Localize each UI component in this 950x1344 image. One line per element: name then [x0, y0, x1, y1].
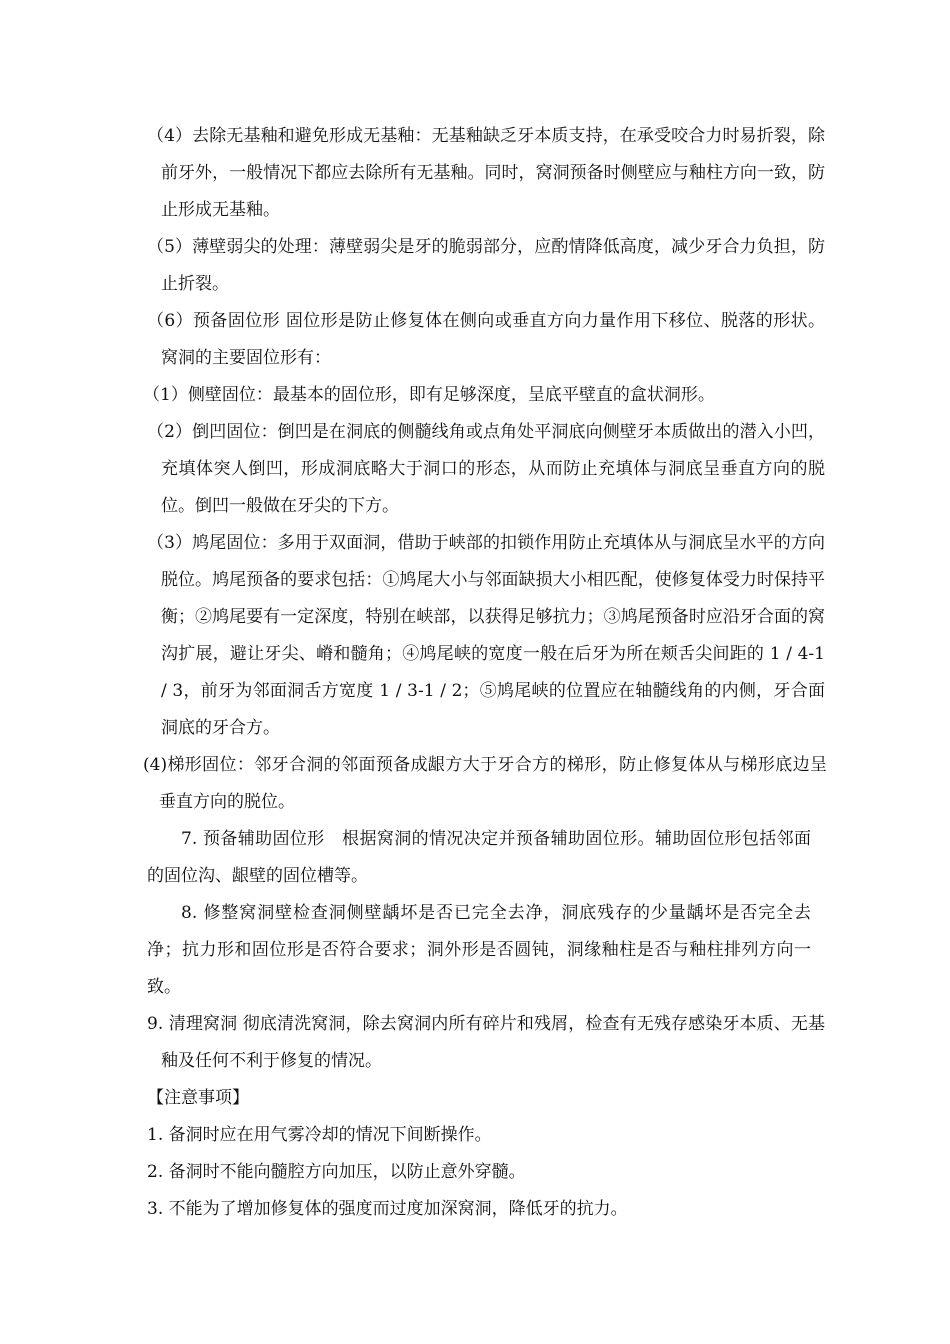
paragraph-clean-cavity: 9. 清理窝洞 彻底清洗窝洞，除去窝洞内所有碎片和残屑，检查有无残存感染牙本质、无基釉及任何不利于修复的情况。	[147, 1014, 825, 1071]
paragraph-dovetail-retention: （3）鸠尾固位：多用于双面洞，借助于峡部的扣锁作用防止充填体从与洞底呈水平的方向脱位。鸠尾预备的要求包括：①鸠尾大小与邻面缺损大小相匹配，使修复体受力时保持平衡；②鸠尾要有一定深度，特别在峡部，以获得足够抗力；③鸠尾预备时应沿牙合面的窝沟扩展，避让牙尖、嵴和髓角；④鸠尾峡的宽度一般在后牙为所在颊舌尖间距的 1 / 4-1 / 3，前牙为邻面洞舌方宽度 1 / 3-1 / 2；⑤鸠尾峡的位置应在轴髓线角的内侧，牙合面洞底的牙合方。	[147, 533, 825, 738]
paragraph-remove-unsupported-enamel: （4）去除无基釉和避免形成无基釉：无基釉缺乏牙本质支持，在承受咬合力时易折裂，除前牙外，一般情况下都应去除所有无基釉。同时，窝洞预备时侧壁应与釉柱方向一致，防止形成无基釉。	[147, 126, 825, 220]
note-item-3: 3. 不能为了增加修复体的强度而过度加深窝洞，降低牙的抗力。	[147, 1199, 628, 1219]
paragraph-auxiliary-retention: 7. 预备辅助固位形 根据窝洞的情况决定并预备辅助固位形。辅助固位形包括邻面的固位沟、龈壁的固位槽等。	[147, 829, 811, 886]
note-item-2: 2. 备洞时不能向髓腔方向加压，以防止意外穿髓。	[147, 1162, 526, 1182]
paragraph-side-wall-retention: （1）侧壁固位：最基本的固位形，即有足够深度，呈底平壁直的盒状洞形。	[143, 385, 715, 405]
paragraph-trapezoid-retention: (4)梯形固位：邻牙合洞的邻面预备成龈方大于牙合方的梯形，防止修复体从与梯形底边呈垂直方向的脱位。	[143, 755, 827, 812]
section-heading-notes: 【注意事项】	[147, 1088, 249, 1108]
paragraph-thin-wall-treatment: （5）薄壁弱尖的处理：薄壁弱尖是牙的脆弱部分，应酌情降低高度，减少牙合力负担，防止折裂。	[147, 237, 825, 294]
paragraph-retention-form: （6）预备固位形 固位形是防止修复体在侧向或垂直方向力量作用下移位、脱落的形状。窝洞的主要固位形有：	[147, 311, 825, 368]
note-item-1: 1. 备洞时应在用气雾冷却的情况下间断操作。	[147, 1125, 492, 1145]
paragraph-undercut-retention: （2）倒凹固位：倒凹是在洞底的侧髓线角或点角处平洞底向侧壁牙本质做出的潜入小凹，充填体突人倒凹，形成洞底略大于洞口的形态，从而防止充填体与洞底呈垂直方向的脱位。倒凹一般做在牙尖的下方。	[147, 422, 825, 516]
paragraph-trim-cavity-wall: 8. 修整窝洞壁检查洞侧壁龋坏是否已完全去净，洞底残存的少量龋坏是否完全去净；抗力形和固位形是否符合要求；洞外形是否圆钝，洞缘釉柱是否与釉柱排列方向一致。	[147, 903, 811, 997]
